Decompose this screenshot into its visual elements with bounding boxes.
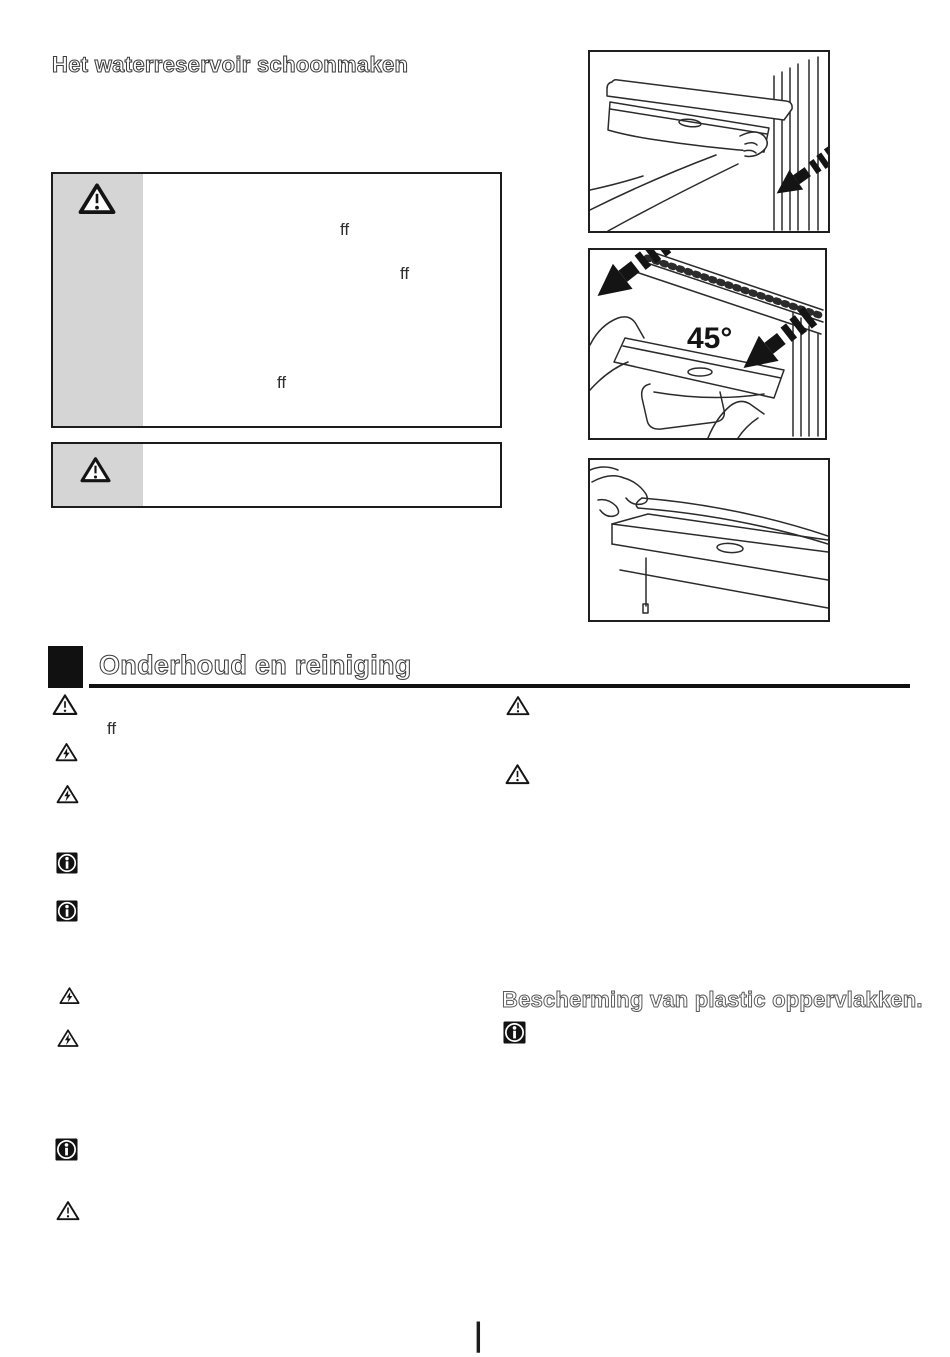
warning-triangle-lightning-icon bbox=[59, 986, 80, 1005]
warning-box-large bbox=[51, 172, 502, 428]
figure-tilt-45 bbox=[588, 248, 827, 440]
page-title: Het waterreservoir schoonmaken bbox=[52, 52, 409, 77]
warning-triangle-exclamation-icon bbox=[78, 182, 116, 215]
text-fragment: ff bbox=[340, 220, 350, 239]
warning-triangle-exclamation-icon bbox=[506, 695, 530, 716]
info-icon bbox=[56, 900, 78, 922]
text-fragment: ff bbox=[277, 373, 287, 392]
info-icon bbox=[503, 1021, 526, 1044]
warning-triangle-lightning-icon bbox=[56, 784, 79, 804]
subsection-title: Bescherming van plastic oppervlakken. bbox=[502, 987, 923, 1012]
warning-triangle-exclamation-icon bbox=[56, 1200, 80, 1221]
arrow-icon bbox=[770, 143, 828, 203]
angle-label: 45° bbox=[687, 322, 733, 355]
warning-triangle-lightning-icon bbox=[57, 1028, 79, 1048]
warning-box-small bbox=[51, 442, 502, 508]
text-fragment: ff bbox=[107, 719, 117, 738]
section-marker-square bbox=[48, 646, 83, 688]
info-icon bbox=[55, 1138, 78, 1161]
warning-triangle-lightning-icon bbox=[55, 742, 78, 762]
arrow-icon bbox=[590, 250, 674, 309]
section-rule bbox=[89, 684, 910, 688]
warning-triangle-exclamation-icon bbox=[80, 456, 111, 483]
warning-triangle-exclamation-icon bbox=[505, 763, 530, 785]
warning-triangle-exclamation-icon bbox=[52, 693, 78, 716]
figure-remove-cover bbox=[588, 50, 830, 233]
section-title: Onderhoud en reiniging bbox=[99, 650, 412, 680]
text-fragment: ff bbox=[400, 264, 410, 283]
figure-pull-strip bbox=[588, 458, 830, 622]
footer-page-mark: | bbox=[469, 1317, 488, 1353]
info-icon bbox=[56, 852, 78, 874]
